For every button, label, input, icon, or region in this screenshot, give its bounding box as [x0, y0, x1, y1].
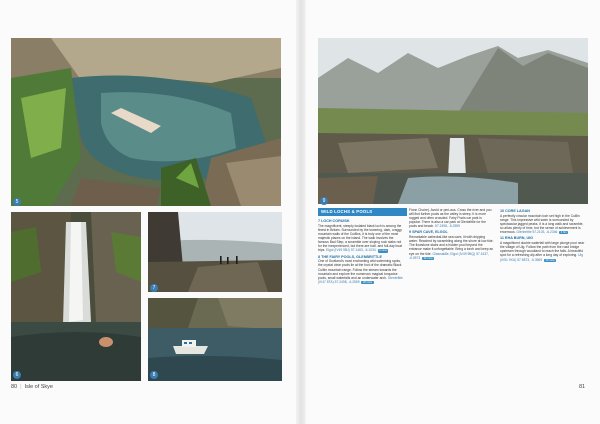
entry-continued — [409, 208, 494, 228]
entry-text: Remarkable cathedral-like sea cave, lit with dripping water. Reached by scrambling along the shore at low tide. The flowstone stairs and a hidden pool beyond the entrance make it unforgettable. Bring a torch and keep an eye on the tide. — [409, 235, 494, 256]
photo-number-9: 9 — [320, 197, 328, 205]
photo-cuillin-waterfall — [318, 38, 588, 204]
entry-11 — [500, 236, 586, 261]
walk-time-badge: 2 hrs — [560, 231, 567, 235]
entry-heading: 10 CORE LAGAN — [500, 209, 530, 213]
photo-number-7: 7 — [150, 284, 158, 292]
entry-text: A perfectly circular mountain loch set high in the Cuillin range. This impressive wild swim is surrounded by spectacular jagged peaks. It is a long walk and scramble, so allow plenty of time, but the sense of achievement is enormous. — [500, 213, 584, 235]
chapter-title: Isle of Skye — [24, 384, 53, 390]
entry-ref: Glenbrittle 57.2103, -6.2346 — [516, 230, 558, 235]
entry-text: One of Scotland's most enchanting wild swimming spots, the crystal clear pools lie at the foot of the dramatic Black Cuillin mountain range. Follow the stream towards the mountain and explore the numerous magical turquoise pools, small waterfalls and an underwater arch. — [318, 259, 402, 280]
page-gutter — [296, 0, 306, 424]
entry-heading: 7 LOCH CORUISK — [318, 219, 350, 223]
entry-9 — [409, 230, 494, 260]
entry-ref: Glenbrittle (IV47 8TA) 57.2498, -6.2559 — [318, 275, 403, 284]
walk-time-badge: 4 mins — [379, 249, 387, 253]
page-number: 80 — [11, 384, 18, 390]
photo-number-5: 5 — [13, 198, 21, 206]
walk-time-badge: 10 mins — [545, 258, 555, 262]
entry-10 — [500, 209, 586, 234]
walk-time-badge: 30 mins — [423, 256, 433, 260]
entry-ref: Elgol (IV49 9BJ) 57.1463, -6.1034 — [326, 248, 376, 253]
entry-text: The magnificent, steeply isolated black loch is among the finest in Britain. Surrounded by the towering, dark, craggy mountain walls of the Cuillins, it is truly one of the most majestic places on the island. The walk involves the famous Bad Step, a scramble over sloping rock slabs not for the inexperienced, but there are half- and full-day boat trips. — [318, 223, 402, 253]
photo-boat-loch — [148, 298, 282, 381]
entry-heading: 8 THE FAIRY POOLS, GLENBRITTLE — [318, 254, 382, 259]
entry-8 — [318, 255, 403, 285]
text-column-1 — [318, 218, 403, 372]
entry-heading: 11 RHA BURN, UIG — [500, 236, 534, 241]
folio-left: 80 | Isle of Skye — [11, 384, 53, 390]
entry-text: Fionn Choire). Avoid or peri-aus. Cross the river and you will find further pools as the valley is steep. It is more rugged and often crowded. Fairy Pools car park is popular. There is also a car park at Glenbrittle for the pools and beach. — [409, 208, 492, 229]
photo-fairy-pool-swimmer — [11, 38, 281, 206]
entry-ref: Glasnakille, Elgol (IV49 9BQ) 57.1637, -6.0573 — [409, 251, 489, 260]
entry-text: A magnificent double waterfall with large plunge pool near the village of Uig. Follow the path from the road bridge upstream through woodland to reach the falls. A beautiful spot for a refreshing dip after a long day of exploring. — [500, 241, 585, 258]
photo-sea-cave-people — [148, 212, 282, 292]
folio-right — [579, 384, 585, 390]
photo-waterfall-pool — [11, 212, 141, 381]
entry-heading: 9 SPAR CAVE, ELGOL — [409, 230, 448, 235]
page-number: 81 — [579, 384, 586, 390]
text-column-3 — [500, 208, 586, 372]
section-band: WILD LOCHS & POOLS — [318, 208, 407, 216]
entry-ref: 57.2498, -6.2559 — [435, 224, 460, 229]
photo-number-8: 8 — [150, 371, 158, 379]
photo-number-6: 6 — [13, 371, 21, 379]
walk-time-badge: 20 mins — [362, 280, 373, 284]
entry-7 — [318, 219, 403, 253]
text-column-2 — [409, 208, 494, 372]
entry-ref: Uig (IV51 9XU) 57.5873, -6.3569 — [500, 253, 584, 262]
